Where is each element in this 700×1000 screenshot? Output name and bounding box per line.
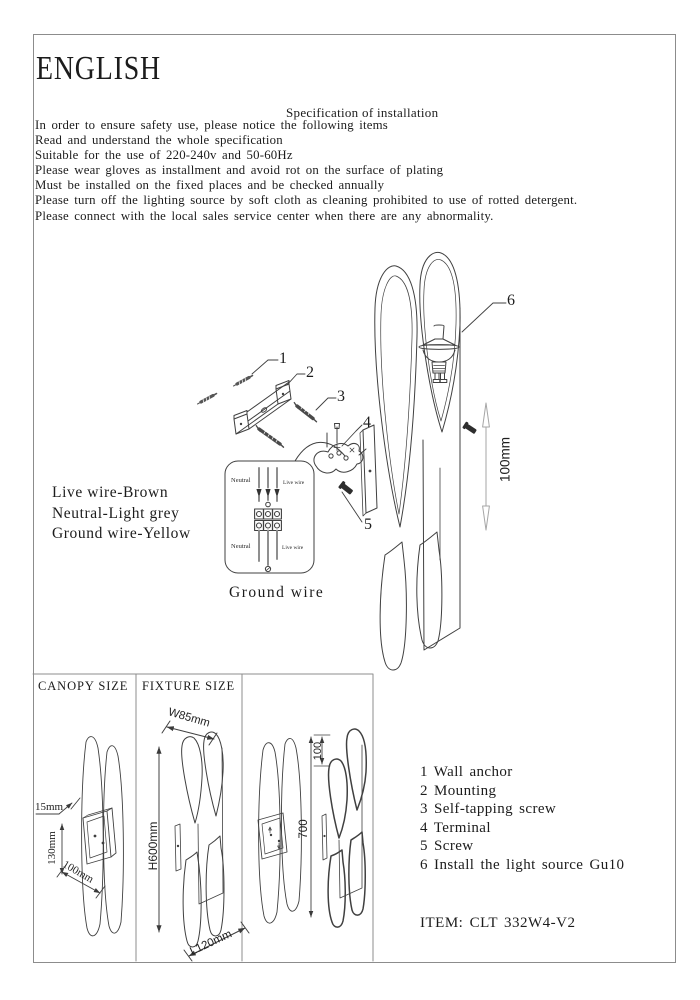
fixture-width-dimension: W85mm — [166, 706, 212, 730]
terminal-neutral-bottom-label: Neutral — [231, 543, 251, 550]
part-leader-lines — [252, 303, 506, 522]
parts-list-item: 3 Self-tapping screw — [420, 801, 557, 818]
screw-drawing — [338, 421, 478, 496]
canopy-width-dimension: 100mm — [60, 858, 96, 886]
terminal-live-bottom-label: Live wire — [282, 545, 304, 551]
wiring-callout-drawing — [225, 442, 345, 573]
parts-list-item: 6 Install the light source Gu10 — [420, 856, 625, 873]
parts-list-item: 1 Wall anchor — [420, 764, 513, 780]
fixture-size-title: FIXTURE SIZE — [142, 679, 236, 693]
offset-dimension-arrow — [483, 403, 490, 530]
callout-3-tapping-screw: 3 — [337, 388, 345, 405]
wall-anchor-drawing — [198, 376, 253, 404]
safety-line: In order to ensure safety use, please notice the following items — [35, 118, 388, 132]
parts-list-item: 5 Screw — [420, 838, 474, 855]
ground-wire-label: Ground wire-Yellow — [52, 525, 191, 543]
terminal-live-top-label: Live wire — [283, 480, 305, 486]
safety-line: Suitable for the use of 220-240v and 50-60Hz — [35, 148, 293, 163]
fixture-drawing — [159, 721, 249, 961]
safety-instructions — [35, 118, 577, 224]
parts-list-item: 4 Terminal — [420, 819, 491, 836]
fixture-length-dimension: L120mm — [188, 928, 234, 958]
mounting-bracket-drawing — [234, 381, 291, 435]
parts-list — [420, 763, 624, 875]
canopy-size-title: CANOPY SIZE — [38, 679, 129, 693]
parts-list-item: 2 Mounting — [420, 782, 497, 799]
safety-line: Read and understand the whole specification — [35, 133, 283, 148]
spec-title: Specification of installation — [286, 105, 439, 120]
safety-line: Must be installed on the fixed places and be checked annually — [35, 178, 385, 193]
item-code: ITEM: CLT 332W4-V2 — [420, 915, 576, 931]
callout-5-screw: 5 — [364, 516, 372, 533]
canopy-height-dimension: 130mm — [46, 831, 58, 865]
callout-2-mounting: 2 — [306, 364, 314, 381]
canopy-depth-dimension: 15mm — [35, 801, 64, 813]
safety-line: Please connect with the local sales service center when there are any abnormality. — [35, 208, 494, 223]
terminal-neutral-top-label: Neutral — [231, 477, 251, 484]
callout-4-terminal: 4 — [363, 414, 371, 431]
callout-6-light-source: 6 — [507, 292, 515, 309]
fixture-height-dimension: H600mm — [146, 821, 160, 871]
neutral-wire-label: Neutral-Light grey — [52, 504, 180, 522]
wall-distance-dimension: 100mm — [497, 437, 513, 483]
wire-color-legend — [52, 483, 191, 545]
safety-line: Please turn off the lighting source by soft cloth as cleaning prohibited to use of rotted detergent. — [35, 193, 578, 208]
callout-1-wall-anchor: 1 — [279, 350, 287, 367]
live-wire-label: Live wire-Brown — [52, 484, 169, 501]
safety-line: Please wear gloves as installment and avoid rot on the surface of plating — [35, 163, 444, 178]
language-title: ENGLISH — [36, 50, 161, 87]
lamp-drawing — [360, 252, 460, 670]
installed-top-offset-dimension: 100 — [312, 741, 324, 761]
ground-wire-caption: Ground wire — [229, 584, 325, 601]
terminal-drawing — [314, 424, 366, 473]
installed-height-dimension: 700 — [298, 819, 310, 839]
